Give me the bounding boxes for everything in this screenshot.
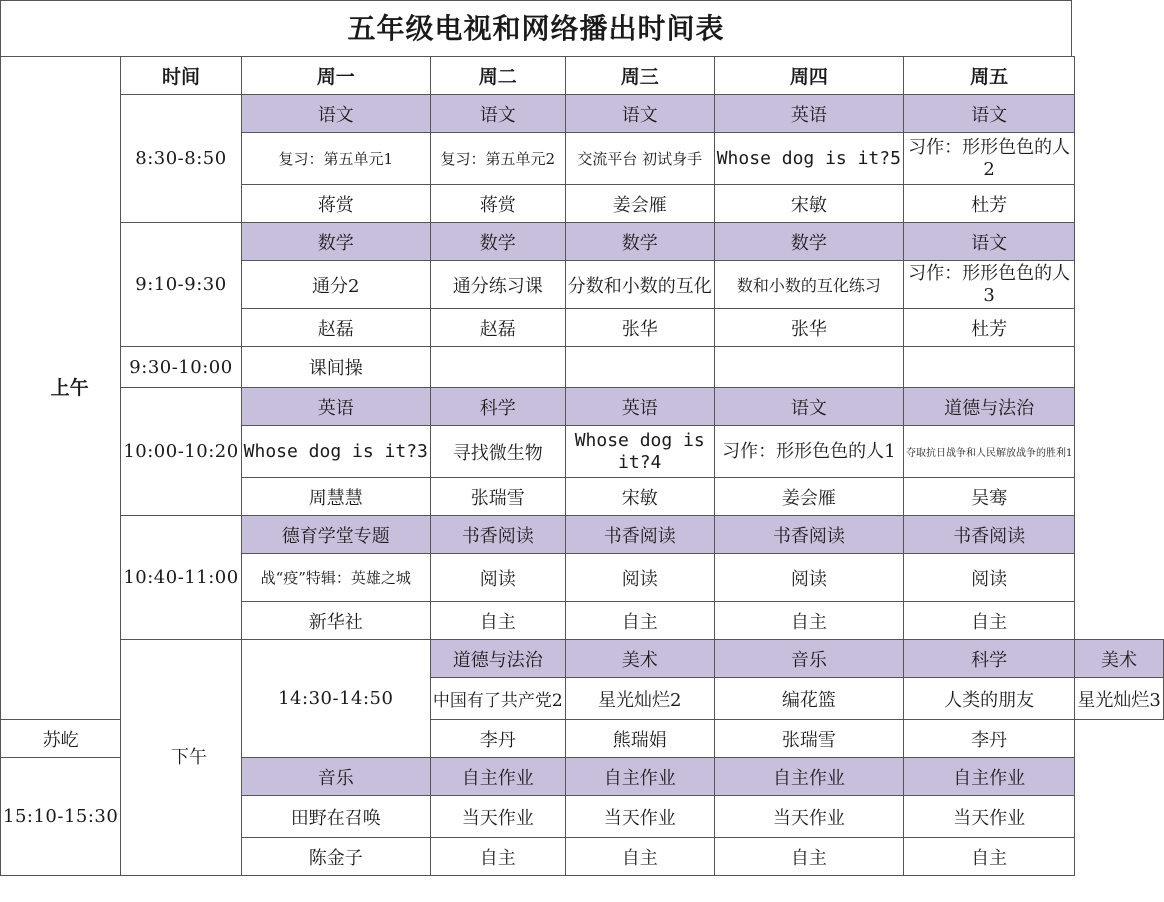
teacher-cell: 张华 [714,309,903,347]
topic-cell: 田野在召唤 [241,796,430,838]
teacher-cell: 自主 [565,602,714,640]
header-time: 时间 [121,57,241,95]
header-thu: 周四 [714,57,903,95]
header-tue: 周二 [430,57,565,95]
subject-cell: 书香阅读 [903,516,1074,554]
subject-cell: 科学 [430,388,565,426]
subject-cell: 书香阅读 [565,516,714,554]
schedule-table [0,56,1164,876]
time-slot: 15:10-15:30 [1,758,121,876]
subject-cell: 语文 [565,95,714,133]
period-label-am: 上午 [50,377,89,399]
subject-cell: 音乐 [714,640,903,678]
topic-cell: 寻找微生物 [430,426,565,478]
teacher-cell: 姜会雁 [714,478,903,516]
topic-cell: 习作：形形色色的人3 [903,261,1074,309]
time-slot: 10:40-11:00 [121,516,241,640]
topic-cell: 阅读 [430,554,565,602]
subject-cell: 音乐 [241,758,430,796]
topic-cell: 阅读 [714,554,903,602]
topic-cell: 通分练习课 [430,261,565,309]
teacher-cell: 宋敏 [714,185,903,223]
subject-cell: 数学 [565,223,714,261]
header-wed: 周三 [565,57,714,95]
subject-cell: 自主作业 [714,758,903,796]
teacher-cell: 赵磊 [430,309,565,347]
topic-cell: 星光灿烂2 [565,678,714,720]
topic-cell: 分数和小数的互化 [565,261,714,309]
break-cell: 课间操 [241,347,430,388]
block-0-subjects [1,95,1164,133]
teacher-cell: 自主 [714,602,903,640]
topic-cell: 当天作业 [565,796,714,838]
subject-cell: 语文 [714,388,903,426]
block-2-break [1,347,1164,388]
subject-cell: 语文 [241,95,430,133]
subject-cell: 自主作业 [430,758,565,796]
teacher-cell: 蒋赏 [430,185,565,223]
teacher-cell: 杜芳 [903,309,1074,347]
subject-cell: 道德与法治 [430,640,565,678]
topic-cell: Whose dog is it?5 [714,133,903,185]
empty-cell [430,347,565,388]
subject-cell: 数学 [714,223,903,261]
topic-cell: 通分2 [241,261,430,309]
topic-cell: 复习：第五单元1 [241,133,430,185]
subject-cell: 科学 [903,640,1074,678]
subject-cell: 道德与法治 [903,388,1074,426]
subject-cell: 数学 [430,223,565,261]
subject-cell: 美术 [565,640,714,678]
subject-cell: 自主作业 [565,758,714,796]
teacher-cell: 宋敏 [565,478,714,516]
teacher-cell: 陈金子 [241,838,430,876]
teacher-cell: 自主 [903,602,1074,640]
subject-cell: 自主作业 [903,758,1074,796]
block-3-subjects [1,388,1164,426]
time-slot: 10:00-10:20 [121,388,241,516]
subject-cell: 语文 [430,95,565,133]
block-5-subjects [1,640,1164,678]
topic-cell: 阅读 [565,554,714,602]
topic-cell: 复习：第五单元2 [430,133,565,185]
time-slot: 8:30-8:50 [121,95,241,223]
topic-cell: 当天作业 [714,796,903,838]
teacher-cell: 熊瑞娟 [565,720,714,758]
period-afternoon [121,640,241,876]
topic-cell: 习作：形形色色的人1 [714,426,903,478]
subject-cell: 英语 [714,95,903,133]
header-mon: 周一 [241,57,430,95]
topic-cell: 交流平台 初试身手 [565,133,714,185]
subject-cell: 德育学堂专题 [241,516,430,554]
topic-cell: 夺取抗日战争和人民解放战争的胜利1 [903,426,1074,478]
subject-cell: 美术 [1075,640,1163,678]
teacher-cell: 新华社 [241,602,430,640]
time-slot: 14:30-14:50 [241,640,430,758]
topic-cell: 当天作业 [430,796,565,838]
topic-cell: 当天作业 [903,796,1074,838]
subject-cell: 书香阅读 [714,516,903,554]
topic-cell: 阅读 [903,554,1074,602]
teacher-cell: 张瑞雪 [714,720,903,758]
subject-cell: 语文 [903,223,1074,261]
topic-cell: 数和小数的互化练习 [714,261,903,309]
teacher-cell: 自主 [430,838,565,876]
teacher-cell: 蒋赏 [241,185,430,223]
header-fri: 周五 [903,57,1074,95]
teacher-cell: 苏屹 [1,720,121,758]
empty-cell [565,347,714,388]
empty-cell [903,347,1074,388]
topic-cell: 习作：形形色色的人2 [903,133,1074,185]
header-row [1,57,1164,95]
topic-cell: 编花篮 [714,678,903,720]
period-label-pm: 下午 [170,746,207,768]
topic-cell: 战“疫”特辑：英雄之城 [241,554,430,602]
topic-cell: Whose dog is it?3 [241,426,430,478]
time-slot: 9:10-9:30 [121,223,241,347]
period-morning [1,57,121,720]
teacher-cell: 赵磊 [241,309,430,347]
empty-cell [714,347,903,388]
teacher-cell: 自主 [430,602,565,640]
teacher-cell: 自主 [903,838,1074,876]
topic-cell: 中国有了共产党2 [430,678,565,720]
subject-cell: 英语 [565,388,714,426]
block-1-subjects [1,223,1164,261]
block-4-subjects [1,516,1164,554]
teacher-cell: 自主 [714,838,903,876]
subject-cell: 英语 [241,388,430,426]
teacher-cell: 张华 [565,309,714,347]
teacher-cell: 自主 [565,838,714,876]
subject-cell: 语文 [903,95,1074,133]
topic-cell: Whose dog is it?4 [565,426,714,478]
subject-cell: 书香阅读 [430,516,565,554]
teacher-cell: 杜芳 [903,185,1074,223]
time-slot: 9:30-10:00 [121,347,241,388]
teacher-cell: 吴骞 [903,478,1074,516]
teacher-cell: 姜会雁 [565,185,714,223]
teacher-cell: 周慧慧 [241,478,430,516]
page-title: 五年级电视和网络播出时间表 [0,0,1072,56]
topic-cell: 星光灿烂3 [1075,678,1163,720]
teacher-cell: 李丹 [903,720,1074,758]
teacher-cell: 李丹 [430,720,565,758]
topic-cell: 人类的朋友 [903,678,1074,720]
teacher-cell: 张瑞雪 [430,478,565,516]
subject-cell: 数学 [241,223,430,261]
